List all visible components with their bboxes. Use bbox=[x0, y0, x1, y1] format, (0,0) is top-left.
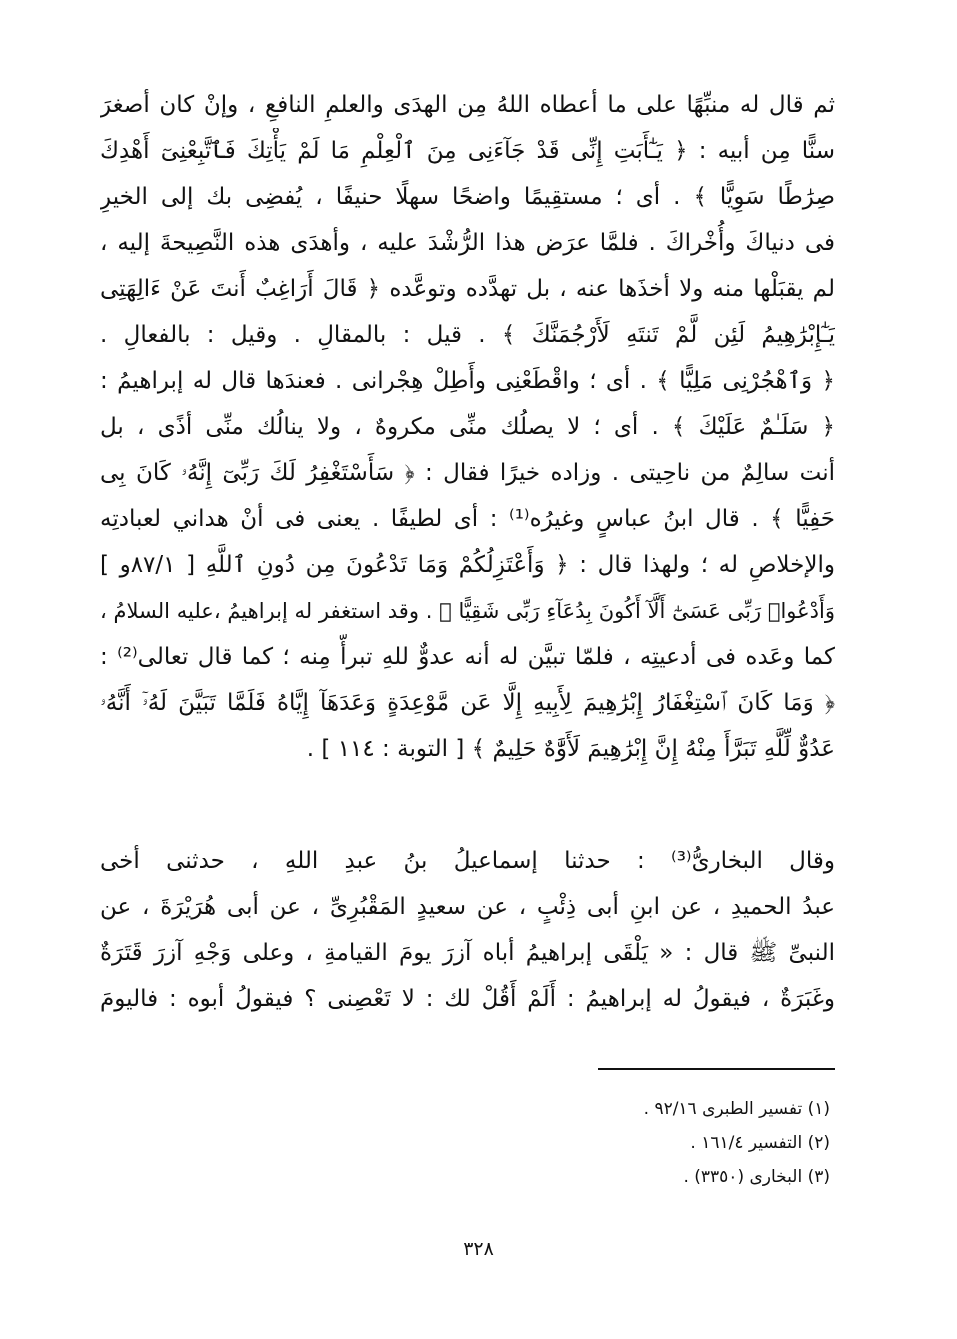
text-line: النبىِّ ﷺ قال : « يَلْقَى إبراهيمُ أباه آزرَ يومَ القيامةِ ، وعلى وَجْهِ آزرَ قَتَرَةٌ bbox=[100, 940, 835, 966]
text-line: كما وعَده فى أدعيتِه ، فلمّا تبيَّن له أنه عدوٌّ للهِ تبرأَّ مِنه ؛ كما قال تعالى⁽²⁾ : bbox=[100, 644, 835, 670]
footnote: (٣) البخارى (٣٣٥٠) . bbox=[683, 1167, 830, 1187]
text-line: ﴿ سَلَـٰمٌ عَلَيْكَ ﴾ . أى ؛ لا يصلُك منِّى مكروهٌ ، ولا ينالُك منِّى أذًى ، بل bbox=[100, 414, 835, 440]
text-line: لم يقبَلْها منه ولا أخذَها عنه ، بل تهدَّده وتوعَّده ﴿ قَالَ أَرَاغِبٌ أَنتَ عَنْ ءَالِهَتِى bbox=[100, 276, 835, 302]
text-line: صِرَٰطًا سَوِيًّا ﴾ . أى ؛ مستقِيمًا واضحًا سهلًا حنيفًا ، يُفضِى بك إلى الخيرِ bbox=[100, 184, 835, 210]
text-line: فى دنياكَ وأُخْراكَ . فلمَّا عرَض هذا الرُّشْدَ عليه ، وأهدَى هذه النَّصِيحةَ إليه ، bbox=[100, 230, 835, 256]
hadith-paragraph bbox=[100, 838, 835, 1022]
footnote-divider bbox=[598, 1068, 835, 1070]
page-number: ٣٢٨ bbox=[463, 1238, 494, 1260]
footnote: (٢) التفسير ١٦١/٤ . bbox=[690, 1133, 830, 1153]
text-line: والإخلاصِ له ؛ ولهذا قال : ﴿ وَأَعْتَزِلُكُمْ وَمَا تَدْعُونَ مِن دُونِ ٱللَّهِ [ ٨٧/١و ] bbox=[100, 552, 835, 578]
text-line: حَفِيًّا ﴾ . قال ابنُ عباسٍ وغيرُه⁽¹⁾ : أى لطيفًا . يعنى فى أنْ هداني لعبادتِه bbox=[100, 506, 835, 532]
text-line: وغَبَرَةٌ ، فيقولُ له إبراهيمُ : أَلَمْ أَقُلْ لك : لا تَعْصِنى ؟ فيقولُ أبوه : فاليومَ bbox=[100, 986, 835, 1012]
main-paragraph bbox=[100, 82, 835, 772]
text-line: يَـٰٓإِبْرَٰهِيمُ لَئِن لَّمْ تَنتَهِ لَأَرْجُمَنَّكَ ﴾ . قيل : بالمقالِ . وقيل : بالفعالِ . bbox=[100, 322, 835, 348]
text-line: عَدُوٌّ لِّلَّهِ تَبَرَّأَ مِنْهُ إِنَّ إِبْرَٰهِيمَ لَأَوَّٰهٌ حَلِيمٌ ﴾ [ التوبة : ١١٤ ] . bbox=[306, 736, 835, 762]
text-line: أنت سالِمٌ من ناحِيتى . وزاده خيرًا فقال : ﴿ سَأَسْتَغْفِرُ لَكَ رَبِّىٓ إِنَّهُۥ كَانَ بِى bbox=[100, 460, 835, 486]
text-line: ﴿ وَمَا كَانَ ٱسْتِغْفَارُ إِبْرَٰهِيمَ لِأَبِيهِ إِلَّا عَن مَّوْعِدَةٍ وَعَدَهَآ إِيَّاهُ فَلَمَّا تَبَيَّنَ لَهُۥٓ أَنَّهُۥ bbox=[100, 690, 835, 716]
text-line: وقال البخارىُّ⁽³⁾ : حدثنا إسماعيلُ بنُ عبدِ اللهِ ، حدثنى أخى bbox=[100, 848, 835, 874]
text-line: ثم قال له منبِّهًا على ما أعطاه اللهُ مِن الهدَى والعلمِ النافعِ ، وإنْ كان أصغرَ bbox=[100, 92, 835, 118]
footnotes bbox=[500, 1092, 830, 1194]
text-line: ﴿ وَٱهْجُرْنِى مَلِيًّا ﴾ . أى ؛ واقْطَعْنِى وأَطِلْ هِجْرانى . فعندَها قال له إبراهيمُ : bbox=[100, 368, 835, 394]
text-line: سنًّا مِن أبيه : ﴿ يَـٰٓأَبَتِ إِنِّى قَدْ جَآءَنِى مِنَ ٱلْعِلْمِ مَا لَمْ يَأْتِكَ فَٱتَّبِعْنِىٓ أَهْدِكَ bbox=[100, 138, 835, 164]
text-line: وَأَدْعُوا۟ رَبِّى عَسَىٰٓ أَلَّآ أَكُونَ بِدُعَآءِ رَبِّى شَقِيًّا ﴾ . وقد استغفر له إبراهيمُ ،عليه السلامُ ، bbox=[100, 599, 835, 623]
text-line: عبدُ الحميدِ ، عن ابنِ أبى ذِئْبٍ ، عن سعيدٍ المَقْبُرِىِّ ، عن أبى هُرَيْرَةَ ، عن bbox=[100, 894, 835, 920]
footnote: (١) تفسير الطبرى ٩٢/١٦ . bbox=[643, 1099, 830, 1119]
